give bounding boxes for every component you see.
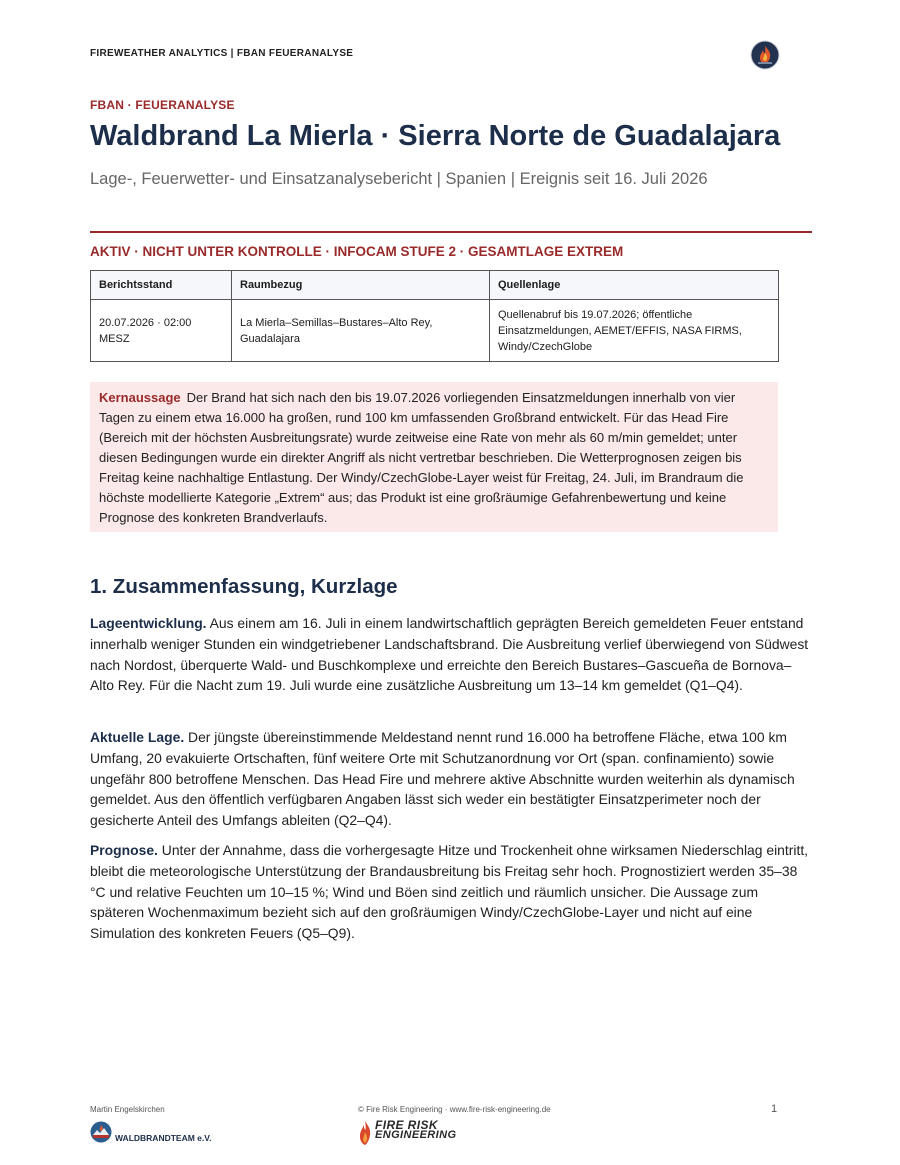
table-header-cell: Quellenlage	[490, 271, 779, 300]
page-title: Waldbrand La Mierla · Sierra Norte de Guadalajara	[90, 120, 781, 152]
brand-line-1: FIRE RISK	[375, 1118, 438, 1132]
paragraph-lead: Aktuelle Lage.	[90, 729, 185, 745]
table-header-cell: Raumbezug	[232, 271, 490, 300]
table-cell-sources: Quellenabruf bis 19.07.2026; öffentliche Einsatzmeldungen, AEMET/EFFIS, NASA FIRMS, Windy/CzechGlobe	[490, 300, 779, 362]
report-meta-table	[90, 270, 779, 362]
page-subtitle: Lage-, Feuerwetter- und Einsatzanalysebericht | Spanien | Ereignis seit 16. Juli 2026	[90, 170, 708, 188]
flame-icon	[358, 1120, 372, 1146]
paragraph-situation-development	[90, 613, 810, 696]
page-header	[90, 46, 810, 66]
section-divider	[90, 231, 812, 233]
table-header-cell: Berichtsstand	[91, 271, 232, 300]
paragraph-forecast	[90, 840, 810, 944]
table-cell-report-date: 20.07.2026 · 02:00 MESZ	[91, 300, 232, 362]
header-title: FIREWEATHER ANALYTICS | FBAN FEUERANALYSE	[90, 48, 354, 59]
brand-line-2: ENGINEERING	[375, 1129, 457, 1141]
footer-copyright: © Fire Risk Engineering · www.fire-risk-engineering.de	[358, 1105, 551, 1114]
callout-text: Der Brand hat sich nach den bis 19.07.2026 vorliegenden Einsatzmeldungen innerhalb von vier Tagen zu einem etwa 16.000 ha großen, rund 100 km umfassenden Großbrand entwickelt. Für das Head Fire (Bereich mit der höchsten Ausbreitungsrate) wurde zeitweise eine Rate von mehr als 60 m/min gemeldet; unter diesen Bedingungen wurde ein direkter Angriff als nicht vertretbar beschrieben. Die Wetterprognosen zeigen bis Freitag keine nachhaltige Entlastung. Der Windy/CzechGlobe-Layer weist für Freitag, 24. Juli, im Brandraum die höchste modellierte Kategorie „Extrem“ aus; das Produkt ist eine großräumige Gefahrenbewertung und keine Prognose des konkreten Brandverlaufs.	[99, 390, 744, 525]
table-row	[91, 300, 779, 362]
status-line: AKTIV · NICHT UNTER KONTROLLE · INFOCAM STUFE 2 · GESAMTLAGE EXTREM	[90, 244, 624, 259]
table-header-row	[91, 271, 779, 300]
waldbrandteam-badge-icon	[90, 1121, 112, 1143]
page-number: 1	[771, 1103, 778, 1115]
paragraph-lead: Prognose.	[90, 842, 158, 858]
paragraph-text: Aus einem am 16. Juli in einem landwirtschaftlich geprägten Bereich gemeldeten Feuer entstand innerhalb weniger Stunden ein windgetriebener Landschaftsbrand. Die Ausbreitung verlief überwiegend von Südwest nach Nordost, überquerte Wald- und Buschkomplexe und erreichte den Bereich Bustares–Gascueña de Bornova–Alto Rey. Für die Nacht zum 19. Juli wurde eine zusätzliche Ausbreitung um 13–14 km gemeldet (Q1–Q4).	[90, 615, 809, 694]
callout-label: Kernaussage	[99, 390, 181, 405]
paragraph-current-situation	[90, 727, 810, 831]
footer-org-name: WALDBRANDTEAM e.V.	[115, 1133, 212, 1143]
paragraph-text: Der jüngste übereinstimmende Meldestand nennt rund 16.000 ha betroffene Fläche, etwa 100 km Umfang, 20 evakuierte Ortschaften, fünf weitere Orte mit Schutzanordnung vor Ort (span. confinamiento) sowie ungefähr 800 betroffene Menschen. Das Head Fire und mehrere aktive Abschnitte wurden weiterhin als dynamisch gemeldet. Aus den öffentlich verfügbaren Angaben lässt sich weder ein bestätigter Einsatzperimeter noch der gesicherte Anteil des Umfangs ableiten (Q2–Q4).	[90, 729, 795, 829]
footer-author: Martin Engelskirchen	[90, 1105, 165, 1114]
report-eyebrow: FBAN · FEUERANALYSE	[90, 98, 235, 112]
section-heading: 1. Zusammenfassung, Kurzlage	[90, 575, 398, 598]
fire-risk-engineering-logo	[358, 1118, 468, 1148]
paragraph-lead: Lageentwicklung.	[90, 615, 207, 631]
table-cell-location: La Mierla–Semillas–Bustares–Alto Rey, Guadalajara	[232, 300, 490, 362]
key-statement-callout	[90, 382, 778, 532]
paragraph-text: Unter der Annahme, dass die vorhergesagte Hitze und Trockenheit ohne wirksamen Niederschlag eintritt, bleibt die meteorologische Unterstützung der Brandausbreitung bis Freitag sehr hoch. Prognostiziert werden 35–38 °C und relative Feuchten um 10–15 %; Wind und Böen sind zeitlich und räumlich unsicher. Die Aussage zum späteren Wochenmaximum bezieht sich auf den großräumigen Windy/CzechGlobe-Layer und nicht auf eine Simulation des konkreten Feuers (Q5–Q9).	[90, 842, 809, 942]
fire-badge-icon	[750, 40, 780, 70]
